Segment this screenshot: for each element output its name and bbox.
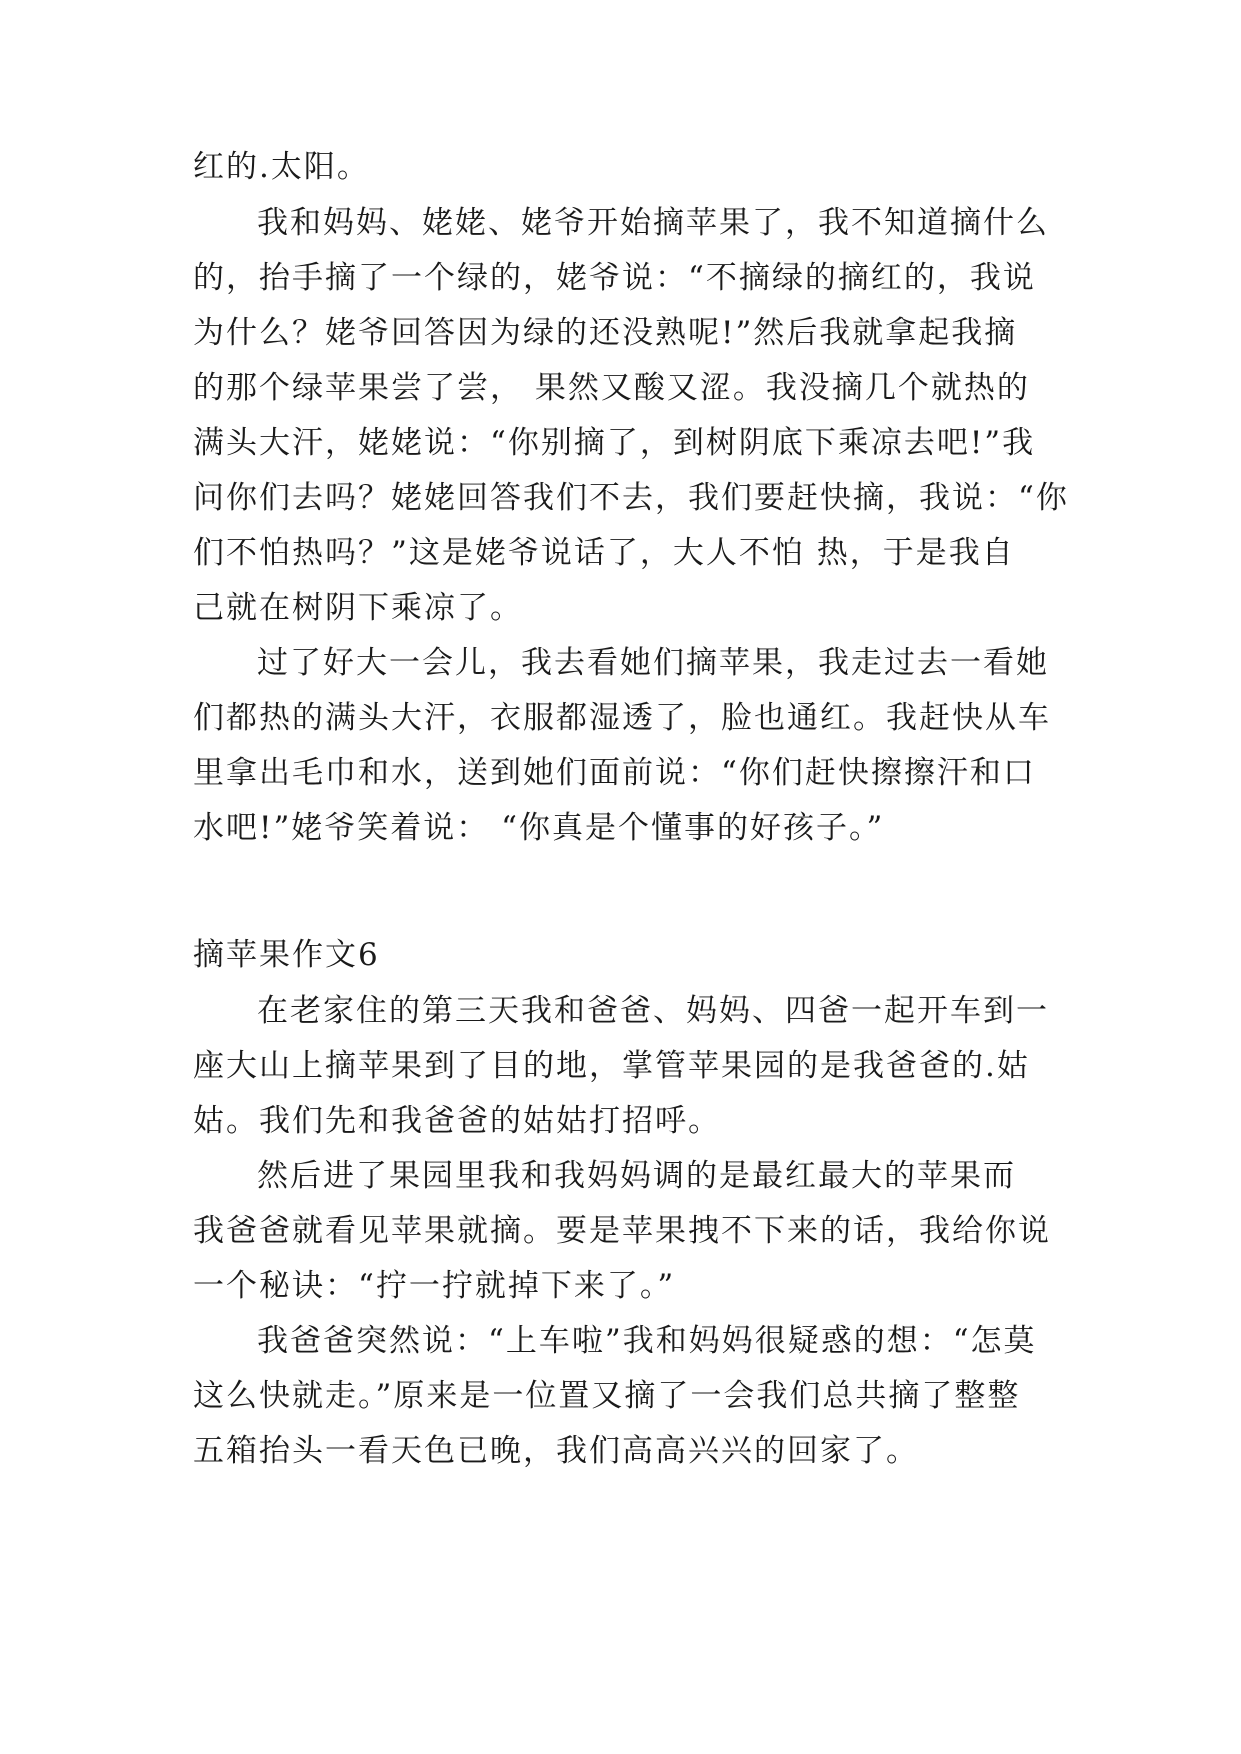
text-line: 满头大汗，姥姥说：“你别摘了，到树阴底下乘凉去吧!”我 <box>193 425 1036 461</box>
paragraph-first-line: 过了好大一会儿，我去看她们摘苹果，我走过去一看她 <box>257 645 1049 681</box>
text-line: 们都热的满头大汗，衣服都湿透了，脸也通红。我赶快从车 <box>193 700 1051 736</box>
paragraph-first-line: 然后进了果园里我和我妈妈调的是最红最大的苹果而 <box>257 1158 1016 1194</box>
text-line: 座大山上摘苹果到了目的地，掌管苹果园的是我爸爸的.姑 <box>193 1048 1030 1084</box>
text-line: 红的.太阳。 <box>193 149 370 185</box>
text-line: 问你们去吗？姥姥回答我们不去，我们要赶快摘，我说：“你 <box>193 480 1069 516</box>
text-line: 己就在树阴下乘凉了。 <box>193 590 523 626</box>
text-line: 的那个绿苹果尝了尝， 果然又酸又涩。我没摘几个就热的 <box>193 370 1030 406</box>
text-line: 五箱抬头一看天色已晚，我们高高兴兴的回家了。 <box>193 1433 919 1469</box>
text-line: 一个秘诀：“拧一拧就掉下来了。” <box>193 1268 676 1304</box>
text-line: 们不怕热吗？”这是姥爷说话了，大人不怕 热，于是我自 <box>193 535 1015 571</box>
paragraph-first-line: 我爸爸突然说：“上车啦”我和妈妈很疑惑的想：“怎莫 <box>257 1323 1037 1359</box>
text-line: 水吧!”姥爷笑着说： “你真是个懂事的好孩子。” <box>193 810 885 846</box>
text-line: 姑。我们先和我爸爸的姑姑打招呼。 <box>193 1103 721 1139</box>
paragraph-first-line: 我和妈妈、姥姥、姥爷开始摘苹果了，我不知道摘什么 <box>257 205 1049 241</box>
text-line: 这么快就走。”原来是一位置又摘了一会我们总共摘了整整 <box>193 1378 1021 1414</box>
text-line: 为什么？姥爷回答因为绿的还没熟呢!”然后我就拿起我摘 <box>193 315 1018 351</box>
paragraph-first-line: 在老家住的第三天我和爸爸、妈妈、四爸一起开车到一 <box>257 993 1049 1029</box>
text-line: 的，抬手摘了一个绿的，姥爷说：“不摘绿的摘红的，我说 <box>193 260 1036 296</box>
section-heading: 摘苹果作文6 <box>193 937 380 973</box>
text-line: 我爸爸就看见苹果就摘。要是苹果拽不下来的话，我给你说 <box>193 1213 1051 1249</box>
text-line: 里拿出毛巾和水，送到她们面前说：“你们赶快擦擦汗和口 <box>193 755 1036 791</box>
